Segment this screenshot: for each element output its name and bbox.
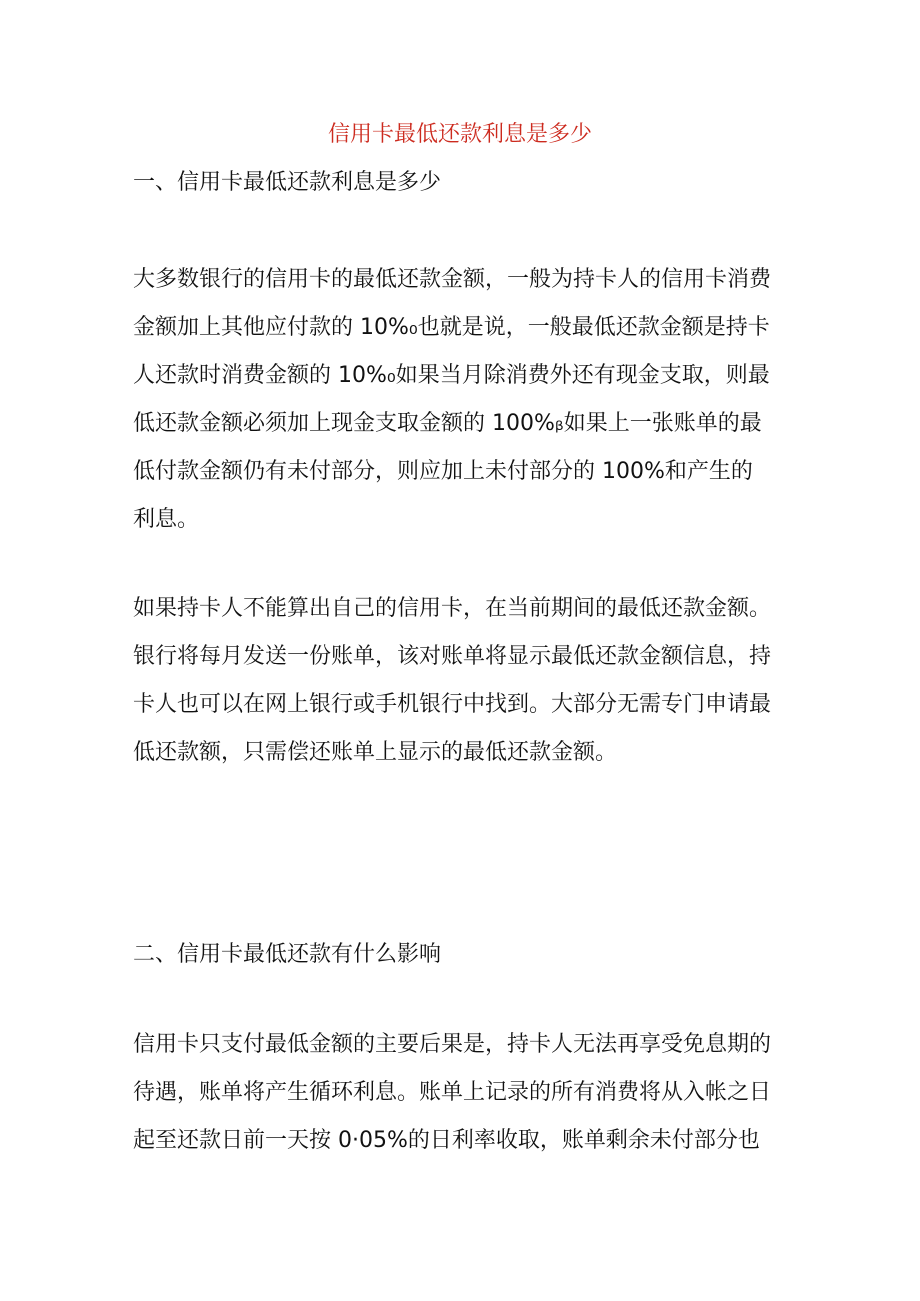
paragraph-line: 低还款金额必须加上现金支取金额的 100%ᵦ如果上一张账单的最 (133, 411, 762, 436)
paragraph-1 (133, 256, 833, 544)
paragraph-line: 人还款时消费金额的 10%₀如果当月除消费外还有现金支取，则最 (133, 363, 770, 388)
section-heading-1: 一、信用卡最低还款利息是多少 (133, 170, 442, 195)
paragraph-2 (133, 585, 833, 777)
paragraph-line: 待遇，账单将产生循环利息。账单上记录的所有消费将从入帐之日 (133, 1080, 772, 1105)
paragraph-line: 卡人也可以在网上银行或手机银行中找到。大部分无需专门申请最 (133, 692, 772, 717)
paragraph-line: 如果持卡人不能算出自己的信用卡，在当前期间的最低还款金额。 (133, 596, 772, 621)
paragraph-3 (133, 1021, 833, 1165)
paragraph-line: 金额加上其他应付款的 10%₀也就是说，一般最低还款金额是持卡 (133, 315, 770, 340)
document-title: 信用卡最低还款利息是多少 (327, 122, 592, 147)
paragraph-line: 起至还款日前一天按 0·05%的日利率收取，账单剩余未付部分也 (133, 1128, 760, 1153)
paragraph-line: 低还款额，只需偿还账单上显示的最低还款金额。 (133, 740, 618, 765)
paragraph-line: 银行将每月发送一份账单，该对账单将显示最低还款金额信息，持 (133, 644, 772, 669)
paragraph-line: 低付款金额仍有未付部分，则应加上未付部分的 100%和产生的 (133, 459, 753, 484)
paragraph-line: 信用卡只支付最低金额的主要后果是，持卡人无法再享受免息期的 (133, 1032, 772, 1057)
paragraph-line: 大多数银行的信用卡的最低还款金额，一般为持卡人的信用卡消费 (133, 267, 772, 292)
paragraph-line: 利息。 (133, 507, 200, 532)
section-heading-2: 二、信用卡最低还款有什么影响 (133, 942, 442, 967)
